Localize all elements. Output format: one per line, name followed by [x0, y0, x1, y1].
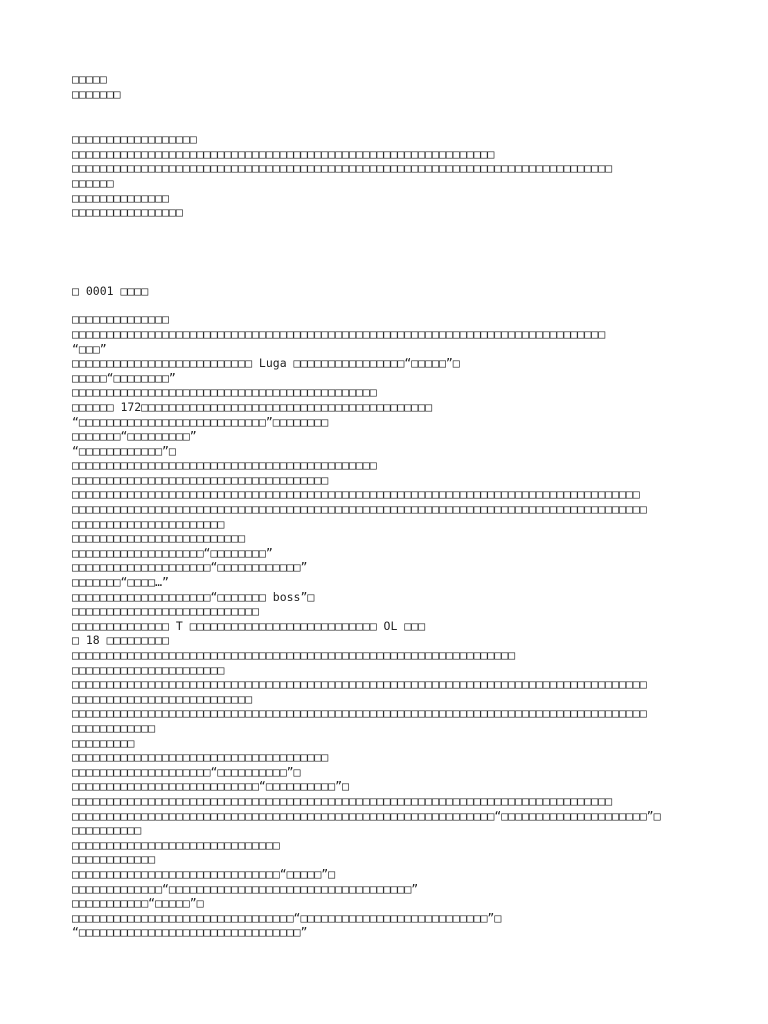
chapter-line: □□□□□□□□□□□□□□□□□□□□□□□□□□□□□□□□□□□□□□□□□□□□□□□□□□□□□□□□□□□□□□□□	[72, 648, 516, 662]
chapter-line: □□□□□□□□□□□□□□□□□□□□□□□□□□□□□□□□□□□□□□□□□□□□	[72, 458, 377, 473]
chapter-line: □□□□□□□□□□□□□□□□□□□□□□□□□□□“□□□□□□□□□□”□	[72, 779, 349, 794]
intro-line: □□□□□□□□□□□□□□□□□□	[72, 132, 197, 147]
chapter-line: □□□□□□□“□□□□□□□□□”	[72, 429, 197, 444]
chapter-line: □□□□□□□“□□□□…”	[72, 575, 169, 590]
chapter-line: □□□□□□□□□□□□□□□□□□□□□□□□□□□□□□□□□□□□□	[72, 472, 329, 487]
header-line-2: □□□□□□□	[72, 86, 121, 101]
chapter-line: □□□□□□□□□□□□□□□□□□□□□□□□□□□□□□□□□□□□□□□□□□□□□□□□□□□□□□□□□□□□□□□□□□□□□□□□□□□□□□□□□□□	[72, 677, 647, 692]
chapter-line: □□□□□□□□□□□□□□□□□□□□□□□□□	[72, 531, 246, 546]
chapter-line: □□□□□□□□□□□□□□□□□□□□□□□□□□ Luga □□□□□□□□□□□□□□□□“□□□□□”□	[72, 356, 460, 371]
intro-line: □□□□□□□□□□□□□□□□□□□□□□□□□□□□□□□□□□□□□□□□□□□□□□□□□□□□□□□□□□□□□□□□□□□□□□□□□□□□□□	[72, 161, 613, 176]
chapter-line: □□□□□□□□□□□□□□□□□□□□“□□□□□□□ boss”□	[72, 589, 315, 604]
chapter-line: □□□□□□□□□□□□□□□□□□□□□□□□□□□□□□□□□□□□□□□□□□□□□□□□□□□□□□□□□□□□□□□□□□□□□□□□□□□□□□□□□□	[72, 487, 640, 502]
chapter-line: □□□□□□□□□□□□□□□□□□□□□□□□□□□□□□“□□□□□”□	[72, 866, 336, 881]
chapter-line: □□□□□□□□□□□□	[72, 852, 156, 867]
chapter-line: □□□□□□□□□□□□□□□□□□□□□□□□□□□	[72, 604, 259, 619]
chapter-line: □□□□□□□□□□□□□□□□□□□□□□□□□□□□□□□□□□□□□□□□□□□□□□□□□□□□□□□□□□□□□“□□□□□□□□□□□□□□□□□□□□□”□	[72, 808, 661, 823]
chapter-line: “□□□□□□□□□□□□□□□□□□□□□□□□□□□□□□□□”	[72, 925, 308, 940]
chapter-line: □□□□□□□□□	[72, 735, 135, 750]
chapter-line: □□□□□□□□□□□□□□□□□□□□□□□□□□□□□□□□□□□□□□□□□□□□□□□□□□□□□□□□□□□□□□□□□□□□□□□□□□□□□□	[72, 793, 613, 808]
chapter-line: □□□□□□□□□□□□□□□□□□□□□□□□□□	[72, 691, 253, 706]
chapter-line: □□□□□□□□□□□□□□□□□□□□□□□□□□□□□□□□□□□□□□□□□□□□□□□□□□□□□□□□□□□□□□□□□□□□□□□□□□□□□□□□□□□	[72, 502, 647, 517]
header-line-1: □□□□□	[72, 72, 107, 86]
chapter-line: “□□□□□□□□□□□□”□	[72, 443, 176, 458]
chapter-line: □ 18 □□□□□□□□□	[72, 633, 169, 648]
intro-line: □□□□□□□□□□□□□□□□	[72, 205, 183, 220]
chapter-line: □□□□□□□□□□□□□□□□□□□□□□□□□□□□□□□□□□□□□□□□□□□□□□□□□□□□□□□□□□□□□□□□□□□□□□□□□□□□□	[72, 326, 606, 341]
chapter-line: “□□□”	[72, 341, 107, 356]
chapter-line: □□□□□□□□□□□“□□□□□”□	[72, 896, 204, 911]
chapter-title: □ 0001 □□□□	[72, 283, 149, 298]
chapter-line: □□□□□“□□□□□□□□”	[72, 370, 176, 385]
chapter-line: □□□□□□□□□□□□□□□□□□□□□□□□□□□□□□□□□□□□□□□□□□□□	[72, 385, 377, 400]
chapter-line: □□□□□□□□□□□□□□□□□□□□“□□□□□□□□□□”□	[72, 764, 301, 779]
chapter-body	[72, 312, 712, 940]
chapter-line: □□□□□□□□□□□□□□ T □□□□□□□□□□□□□□□□□□□□□□□□□□□ OL □□□	[72, 618, 426, 633]
intro-line: □□□□□□□□□□□□□□	[72, 190, 169, 205]
intro-line: □□□□□□	[72, 175, 114, 190]
chapter-line: □□□□□□□□□□□□□□□□□□□□□□□□□□□□□□	[72, 837, 280, 852]
chapter-line: □□□□□□□□□□□□□□□□□□□□□□□□□□□□□□□□□□□□□□□□□□□□□□□□□□□□□□□□□□□□□□□□□□□□□□□□□□□□□□□□□□□	[72, 706, 647, 721]
chapter-line: □□□□□□□□□□□□□□	[72, 312, 169, 327]
chapter-line: □□□□□□□□□□□□	[72, 720, 156, 735]
chapter-line: □□□□□□□□□□	[72, 823, 142, 838]
chapter-line: □□□□□□□□□□□□□□□□□□□“□□□□□□□□”	[72, 545, 273, 560]
chapter-line: “□□□□□□□□□□□□□□□□□□□□□□□□□□□”□□□□□□□□	[72, 414, 329, 429]
chapter-line: □□□□□□□□□□□□□□□□□□□□“□□□□□□□□□□□□”	[72, 560, 308, 575]
chapter-line: □□□□□□ 172□□□□□□□□□□□□□□□□□□□□□□□□□□□□□□□□□□□□□□□□□□	[72, 399, 433, 414]
chapter-line: □□□□□□□□□□□□□□□□□□□□□□□□□□□□□□□□□□□□□	[72, 750, 329, 765]
chapter-line: □□□□□□□□□□□□□□□□□□□□□□	[72, 662, 225, 677]
chapter-line: □□□□□□□□□□□□□“□□□□□□□□□□□□□□□□□□□□□□□□□□□□□□□□□□□”	[72, 881, 419, 896]
intro-line: □□□□□□□□□□□□□□□□□□□□□□□□□□□□□□□□□□□□□□□□□□□□□□□□□□□□□□□□□□□□□	[72, 146, 495, 161]
chapter-line: □□□□□□□□□□□□□□□□□□□□□□□□□□□□□□□□“□□□□□□□□□□□□□□□□□□□□□□□□□□□”□	[72, 910, 502, 925]
document-page	[72, 72, 712, 940]
chapter-line: □□□□□□□□□□□□□□□□□□□□□□	[72, 516, 225, 531]
